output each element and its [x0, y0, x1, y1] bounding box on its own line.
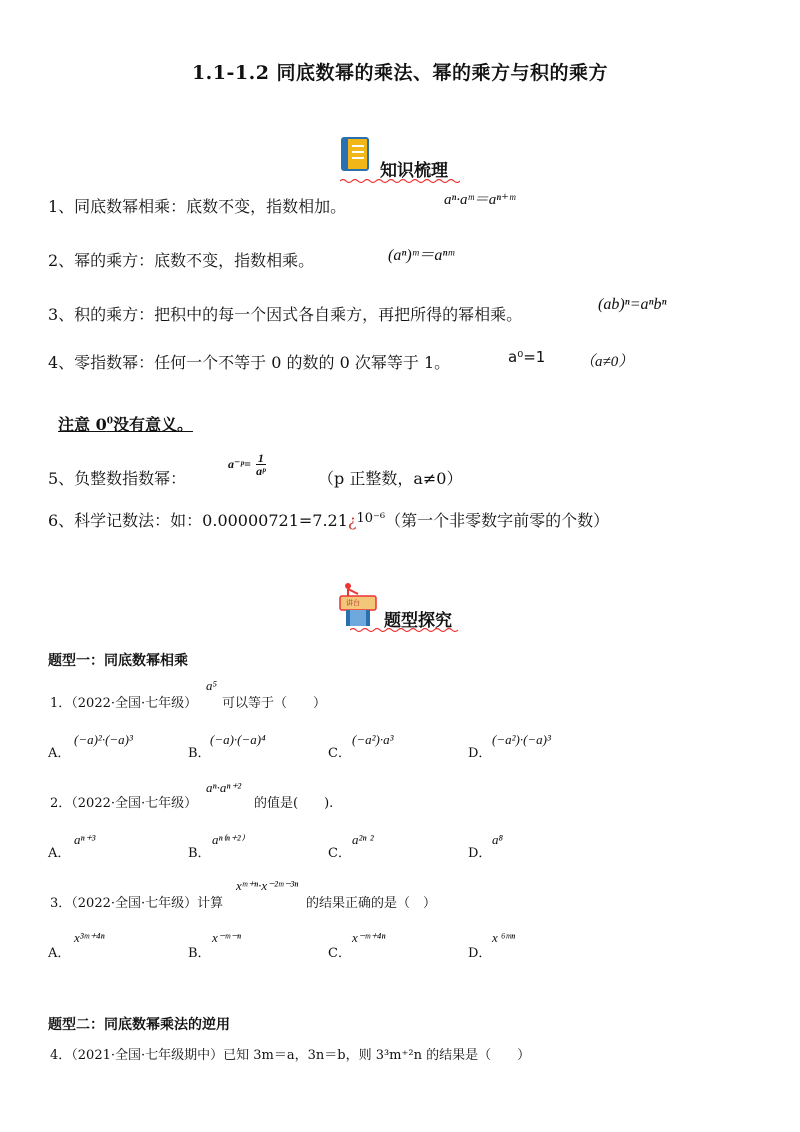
- q2-option-a-expr: aⁿ⁺³: [74, 832, 96, 847]
- q1-option-b[interactable]: B．: [188, 746, 211, 761]
- formula-4-condition: （a≠0）: [580, 354, 634, 370]
- q3-option-b-expr: x⁻ᵐ⁻ⁿ: [212, 930, 242, 945]
- question-1-stem: 1．（2022·全国·七年级）: [50, 696, 198, 711]
- q1-option-d-expr: (−a²)·(−a)³: [492, 732, 551, 747]
- question-1-expr: a⁵: [206, 678, 218, 693]
- q3-option-b[interactable]: B．: [188, 946, 211, 961]
- knowledge-item-1: 1、同底数幂相乘：底数不变，指数相加。: [48, 197, 347, 216]
- q1-option-d[interactable]: D．: [468, 746, 492, 761]
- question-3-expr: xᵐ⁺ⁿ·x⁻²ᵐ⁻³ⁿ: [236, 878, 299, 893]
- question-1-tail: 可以等于（ ）: [222, 696, 327, 711]
- formula-5: a⁻ᵖ= $\frac{1}{\text{aᵖ}}$: [228, 451, 266, 478]
- question-2-tail: 的值是( ).: [254, 796, 334, 811]
- q2-option-d[interactable]: D．: [468, 846, 492, 861]
- type2-heading: 题型二：同底数幂乘法的逆用: [48, 1017, 230, 1033]
- knowledge-item-5: 5、负整数指数幂：: [48, 469, 187, 488]
- knowledge-item-4: 4、零指数幂：任何一个不等于 0 的数的 0 次幂等于 1。: [48, 353, 451, 372]
- book-icon: [340, 136, 372, 172]
- podium-label: 讲台: [346, 599, 360, 607]
- q3-option-a[interactable]: A．: [48, 946, 71, 961]
- section-heading-knowledge: 知识梳理: [380, 161, 448, 181]
- q2-option-d-expr: a⁸: [492, 832, 504, 847]
- note-text: 注意 $0^0$没有意义。: [58, 415, 193, 434]
- knowledge-item-3: 3、积的乘方：把积中的每一个因式各自乘方，再把所得的幂相乘。: [48, 305, 523, 324]
- formula-4: a⁰=1: [508, 348, 546, 366]
- q3-option-d-expr: x ⁶ᵐⁿ: [492, 930, 516, 945]
- question-2-expr: aⁿ·aⁿ⁺²: [206, 780, 242, 795]
- type1-heading: 题型一：同底数幂相乘: [48, 653, 188, 669]
- question-4-stem: 4．（2021·全国·七年级期中）已知 3m＝a，3n＝b，则 3³m⁺²n 的结果是（ ）: [50, 1048, 531, 1063]
- formula-1: aⁿ·aᵐ＝aⁿ⁺ᵐ: [444, 192, 516, 208]
- wavy-underline: [350, 627, 460, 633]
- q1-option-c[interactable]: C．: [328, 746, 351, 761]
- q3-option-c[interactable]: C．: [328, 946, 351, 961]
- q2-option-b[interactable]: B．: [188, 846, 211, 861]
- wavy-underline: [340, 178, 460, 184]
- q3-option-a-expr: x³ᵐ⁺⁴ⁿ: [74, 930, 105, 945]
- question-3-tail: 的结果正确的是（ ）: [306, 896, 437, 911]
- q2-option-c-expr: a²ⁿ ²: [352, 832, 374, 847]
- formula-2: (aⁿ)ᵐ＝aⁿᵐ: [388, 247, 455, 264]
- page-title: 1.1-1.2 同底数幂的乘法、幂的乘方与积的乘方: [191, 62, 609, 84]
- question-3-stem: 3．（2022·全国·七年级）计算: [50, 896, 224, 911]
- q1-option-a-expr: (−a)²·(−a)³: [74, 732, 133, 747]
- q3-option-c-expr: x⁻ᵐ⁺⁴ⁿ: [352, 930, 386, 945]
- q1-option-c-expr: (−a²)·a³: [352, 732, 394, 747]
- knowledge-item-2: 2、幂的乘方：底数不变，指数相乘。: [48, 251, 315, 270]
- q3-option-d[interactable]: D．: [468, 946, 492, 961]
- section-heading-types: 题型探究: [384, 611, 452, 631]
- knowledge-item-6: 6、科学记数法：如：0.00000721=7.21¿$^{10^{-6}}$（第一个非零数字前零的个数）: [48, 511, 610, 530]
- q1-option-a[interactable]: A．: [48, 746, 71, 761]
- q2-option-a[interactable]: A．: [48, 846, 71, 861]
- q2-option-c[interactable]: C．: [328, 846, 351, 861]
- formula-3: (ab)ⁿ=aⁿbⁿ: [598, 296, 667, 313]
- q2-option-b-expr: aⁿ⁽ⁿ⁺²⁾: [212, 832, 244, 847]
- q1-option-b-expr: (−a)·(−a)⁴: [210, 732, 266, 747]
- question-2-stem: 2．（2022·全国·七年级）: [50, 796, 198, 811]
- formula-5-condition: （p 正整数，a≠0）: [318, 469, 463, 488]
